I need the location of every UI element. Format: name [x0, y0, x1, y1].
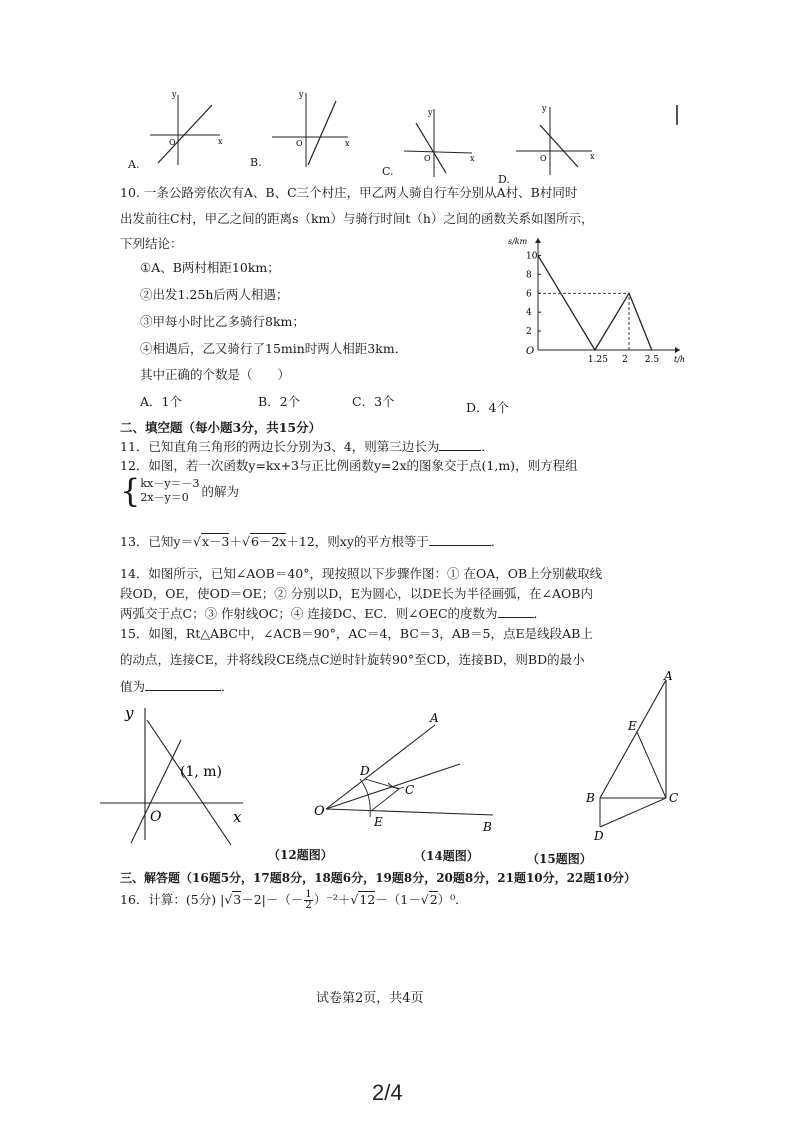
fig15-label-a: A: [664, 669, 673, 683]
q10-statement-4: ④相遇后，乙又骑行了15min时两人相距3km．: [140, 341, 408, 356]
fig12-caption: （12题图）: [268, 848, 333, 862]
figure-15: [580, 668, 690, 848]
q15-line-2: 的动点，连接CE，并将线段CE绕点C逆时针旋转90°至CD，连接BD，则BD的最小: [120, 652, 585, 667]
fig15-seg-cd: [600, 798, 666, 827]
q16-fraction: $\frac{1}{2}$: [305, 889, 312, 911]
fig14-caption: （14题图）: [414, 849, 479, 863]
fig15-label-e: E: [628, 719, 637, 733]
q13-radicand-2: 6－2x: [250, 534, 287, 549]
q10-line-3: 下列结论：: [120, 236, 183, 251]
q11: 11．已知直角三角形的两边长分别为3、4，则第三边长为 ．: [120, 439, 494, 454]
q9a-x: x: [218, 137, 223, 146]
q10-option-b: B．2个: [258, 394, 301, 409]
q11-answer-blank[interactable]: [439, 438, 481, 451]
q15-line-3: 值为 ．: [120, 679, 234, 694]
fig14-label-e: E: [374, 815, 383, 829]
chart-xtick-label-0: 1.25: [587, 355, 608, 365]
q9-label-d: D.: [498, 173, 510, 186]
q15-line-1: 15．如图，Rt△ABC中，∠ACB＝90°，AC＝4，BC＝3，AB＝5，点E是线段AB上: [120, 626, 593, 641]
q9-graph-b: [272, 90, 350, 167]
chart-xlabel: t/h: [674, 355, 686, 364]
fig15-seg-ce: [637, 732, 666, 798]
svg-text:y: y: [542, 104, 547, 113]
q10-option-a: A．1个: [140, 394, 182, 409]
fig14-label-c: C: [405, 783, 415, 797]
fig12-label-y: y: [125, 704, 134, 722]
fig12-label-o: O: [150, 809, 162, 825]
q9-label-b: B.: [250, 156, 262, 169]
q10-option-c: C．3个: [352, 394, 395, 409]
fig14-label-a: A: [430, 711, 439, 725]
chart-y-arrow: [535, 238, 541, 243]
chart-guides: [538, 293, 629, 350]
chart-ytick-label-0: 2: [526, 327, 532, 338]
svg-text:x: x: [345, 139, 350, 148]
q10-chart: [500, 236, 690, 371]
q10-option-d: D．4个: [466, 400, 509, 415]
system-brace: {: [120, 472, 141, 510]
chart-ylabel: s/km: [508, 237, 528, 246]
fig14-ray-oa: [326, 725, 435, 809]
svg-text:O: O: [296, 139, 303, 148]
scan-mark: [676, 105, 678, 125]
fig14-ray-ob: [326, 809, 493, 815]
fig14-label-b: B: [483, 820, 492, 834]
q9-label-c: C.: [382, 165, 394, 178]
fig15-label-b: B: [586, 791, 595, 805]
q13-answer-blank[interactable]: [429, 533, 491, 546]
figure-14: [310, 705, 510, 835]
q16: 16．计算：(5分) |√3－2|－（－ $\frac{1}{2}$ ）⁻²＋√12－（1－√2）⁰．: [120, 889, 468, 911]
svg-text:y: y: [428, 108, 433, 117]
section3-title: 三、解答题（16题5分，17题8分，18题6分，19题8分，20题8分，21题10分，22题10分）: [120, 871, 637, 885]
q14-answer-blank[interactable]: [498, 605, 534, 618]
q13-radicand-1: x－3: [201, 534, 230, 549]
fig15-label-d: D: [594, 829, 604, 843]
q15-answer-blank[interactable]: [145, 678, 221, 691]
section2-title: 二、填空题（每小题3分，共15分）: [120, 420, 322, 435]
fig12-point-label: (1, m): [180, 764, 223, 780]
q10-statement-1: ①A、B两村相距10km；: [140, 260, 280, 275]
svg-text:x: x: [470, 154, 475, 163]
chart-ytick-label-3: 8: [526, 270, 532, 281]
figure-12: [95, 700, 255, 850]
q9a-y: y: [172, 90, 177, 99]
svg-text:x: x: [590, 152, 595, 161]
fig12-label-x: x: [233, 808, 242, 826]
fig15-seg-ab: [600, 680, 666, 798]
page-footer: 试卷第2页，共4页: [316, 991, 424, 1006]
chart-ytick-label-1: 4: [526, 308, 532, 319]
q14-line-1: 14．如图所示，已知∠AOB＝40°，现按照以下步骤作图：① 在OA，OB上分别截取线: [120, 566, 603, 581]
q12: 12．如图，若一次函数y=kx+3与正比例函数y=2x的图象交于点(1,m)，则方程组: [120, 458, 578, 473]
svg-text:O: O: [540, 154, 547, 163]
fig14-label-o: O: [314, 804, 325, 819]
q14-line-2: 段OD，OE，使OD＝OE；② 分别以D，E为圆心，以DE长为半径画弧，在∠AOB内: [120, 586, 593, 601]
fig12-line-kx3: [147, 720, 231, 845]
q10-statement-2: ②出发1.25h后两人相遇；: [140, 287, 289, 302]
q10-line-2: 出发前往C村，甲乙之间的距离s（km）与骑行时间t（h）之间的函数关系如图所示，: [120, 211, 594, 226]
chart-ytick-label-2: 6: [526, 289, 532, 300]
chart-x-arrow: [675, 347, 680, 353]
q12-end: 的解为: [201, 484, 239, 499]
pager: 2/4: [372, 1080, 403, 1105]
svg-text:O: O: [424, 154, 431, 163]
q9-graph-a: [150, 90, 223, 165]
q9-option-graphs: [120, 85, 640, 190]
fig15-caption: （15题图）: [527, 852, 592, 866]
fig15-label-c: C: [669, 791, 679, 805]
q9-graph-c: [404, 108, 475, 177]
fig14-arc-de: [360, 779, 370, 817]
fig12-line-2x: [131, 740, 181, 843]
q9-label-a: A.: [128, 158, 140, 171]
q10-statement-3: ③甲每小时比乙多骑行8km；: [140, 314, 305, 329]
q14-line-3: 两弧交于点C；③ 作射线OC；④ 连接DC、EC．则∠OEC的度数为 ．: [120, 606, 547, 621]
q10-question: 其中正确的个数是（ ）: [140, 367, 291, 382]
chart-series-line: [538, 255, 652, 350]
q12-eq-1: kx－y＝－3: [140, 477, 200, 490]
chart-xtick-label-2: 2.5: [644, 355, 660, 365]
chart-axes: [535, 238, 680, 353]
chart-origin: O: [526, 346, 535, 357]
q13: 13．已知y＝√x－3＋√6－2x＋12，则xy的平方根等于 ．: [120, 534, 504, 549]
chart-xtick-label-1: 2: [622, 355, 628, 365]
fig14-label-d: D: [360, 764, 370, 778]
q9a-o: O: [169, 138, 176, 147]
chart-ytick-label-4: 10: [526, 251, 538, 262]
q12-system: [120, 472, 239, 510]
q9-graph-d: [516, 104, 595, 175]
q10-line-1: 10. 一条公路旁依次有A、B、C三个村庄，甲乙两人骑自行车分别从A村、B村同时: [120, 185, 578, 200]
q12-eq-2: 2x－y＝0: [140, 491, 189, 504]
svg-text:y: y: [299, 90, 304, 99]
